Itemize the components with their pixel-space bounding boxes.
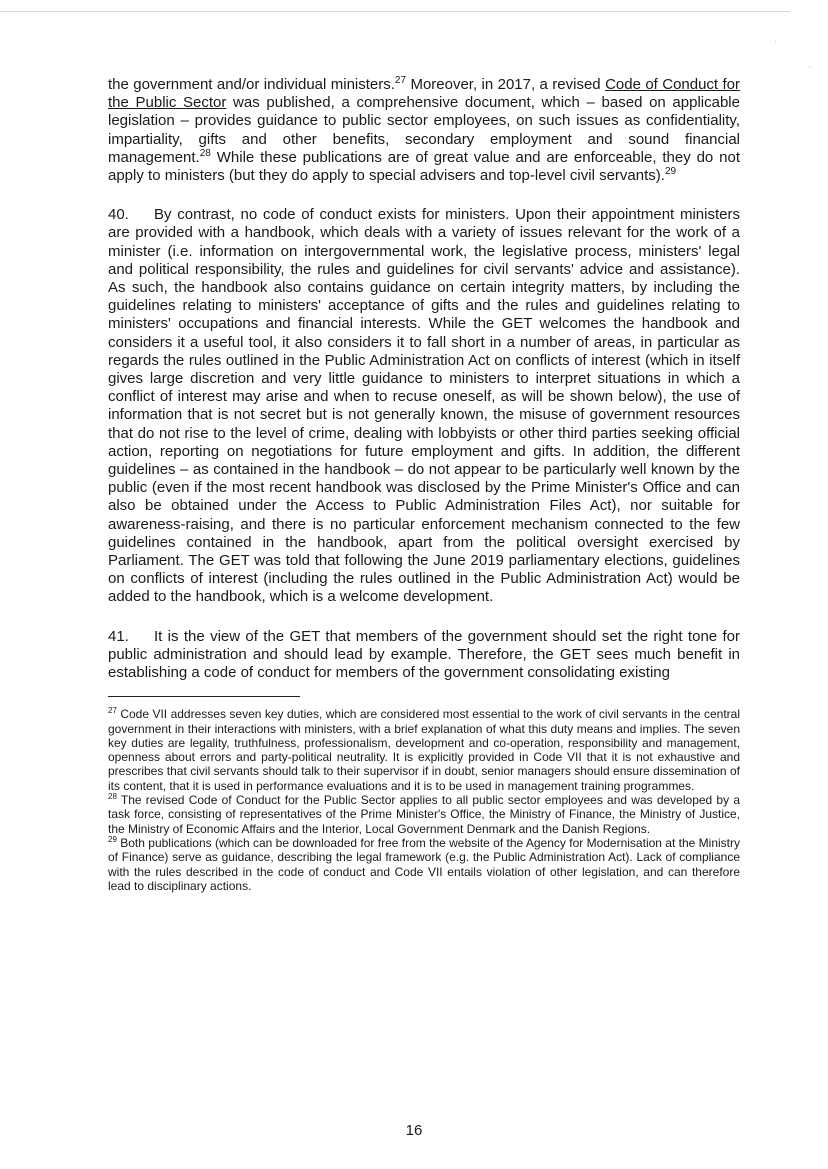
- paragraph-number: 40.: [108, 206, 129, 224]
- footnote-ref-28[interactable]: 28: [199, 147, 211, 159]
- para-text: the government and/or individual ministers.: [108, 76, 395, 93]
- paragraph-40: [108, 206, 740, 606]
- footnote-number: 28: [108, 792, 117, 802]
- footnote-number: 29: [108, 834, 117, 844]
- footnote-number: 27: [108, 706, 117, 716]
- page-top-edge: [0, 11, 790, 12]
- footnote-29: [108, 836, 740, 893]
- para-text: was published, a comprehensive document, which – based on applicable legislation – provides guidance to public sector employees, on such issues as confidentiality, impartiality, gifts and other benefits, secondary employment and sound financial management.: [108, 94, 740, 166]
- paragraph-39-continuation: [108, 76, 740, 185]
- paragraph-41: [108, 628, 740, 683]
- footnote-ref-29[interactable]: 29: [664, 166, 677, 178]
- page-number: 16: [405, 1122, 423, 1139]
- footnotes: [108, 707, 740, 893]
- footnote-text: Code VII addresses seven key duties, which are considered most essential to the work of civil servants in the central government in their interactions with ministers, with a brief explanation of what this duty means and implies. The seven key duties are legality, truthfulness, professionalism, development and co-operation, responsibility and management, openness about errors and party-political neutrality. It is explicitly provided in Code VII that it is not exhaustive and prescribes that civil servants should talk to their supervisor if in doubt, senior managers should ensure dissemination of its content, that it is used in performance evaluations and it is to be used in management training programmes.: [108, 707, 740, 793]
- para-text: It is the view of the GET that members of the government should set the right tone for public administration and should lead by example. Therefore, the GET sees much benefit in establishing a code of conduct for members of the government consolidating existing: [108, 627, 740, 682]
- document-body: [108, 76, 740, 893]
- footnote-text: The revised Code of Conduct for the Public Sector applies to all public sector employees and was developed by a task force, consisting of representatives of the Prime Minister's Office, the Ministry of Finance, the Ministry of Justice, the Ministry of Economic Affairs and the Interior, Local Government Denmark and the Danish Regions.: [108, 793, 740, 836]
- footnote-27: [108, 707, 740, 793]
- para-text: Moreover, in 2017, a revised: [406, 76, 606, 93]
- footnote-text: Both publications (which can be downloaded for free from the website of the Agency for Modernisation at the Ministry of Finance) serve as guidance, describing the legal framework (e.g. the Public Administration Act). Lack of compliance with the rules described in the code of conduct and Code VII entails violation of other legislation, and can therefore lead to disciplinary actions.: [108, 835, 740, 893]
- footnote-28: [108, 793, 740, 836]
- footnote-ref-27[interactable]: 27: [394, 75, 407, 86]
- para-text: By contrast, no code of conduct exists for ministers. Upon their appointment ministers are provided with a handbook, which deals with a variety of issues relevant for the work of a minister (i.e. information on intergovernmental work, the legislative process, ministers' legal and political responsibility, the rules and guidelines for civil servants' advice and assistance). As such, the handbook also contains guidance on certain integrity matters, by including the guidelines relating to ministers' acceptance of gifts and the rules and guidelines relating to ministers' occupations and financial interests. While the GET welcomes the handbook and considers it a useful tool, it also considers it to fall short in a number of areas, in particular as regards the rules outlined in the Public Administration Act on conflicts of interest (which in itself gives large discretion and very little guidance to ministers to interpret situations in which a conflict of interest may arise and when to recuse oneself, as will be shown below), the use of information that is not secret but is not generally known, the misuse of government resources that do not rise to the level of crime, dealing with lobbyists or other third parties seeking official action, reporting on negotiations for future employment and gifts. In addition, the different guidelines – as contained in the handbook – do not appear to be particularly well known by the public (even if the most recent handbook was disclosed by the Prime Minister's Office and can also be obtained under the Access to Public Administration Files Act), nor suitable for awareness-raising, and there is no particular enforcement mechanism connected to the few guidelines contained in the handbook, apart from the political oversight exercised by Parliament. The GET was told that following the June 2019 parliamentary elections, guidelines on conflicts of interest (including the rules outlined in the Public Administration Act) would be added to the handbook, which is a welcome development.: [108, 206, 740, 606]
- footnote-separator: [108, 696, 300, 697]
- scan-mark-top: ·: [774, 36, 778, 47]
- scan-mark-side: ·: [808, 62, 812, 73]
- paragraph-number: 41.: [108, 627, 129, 645]
- para-text: While these publications are of great value and are enforceable, they do not apply to ministers (but they do apply to special advisers and top-level civil servants).: [108, 148, 740, 185]
- code-of-conduct-link[interactable]: Code of Conduct for the Public Sector: [108, 76, 741, 112]
